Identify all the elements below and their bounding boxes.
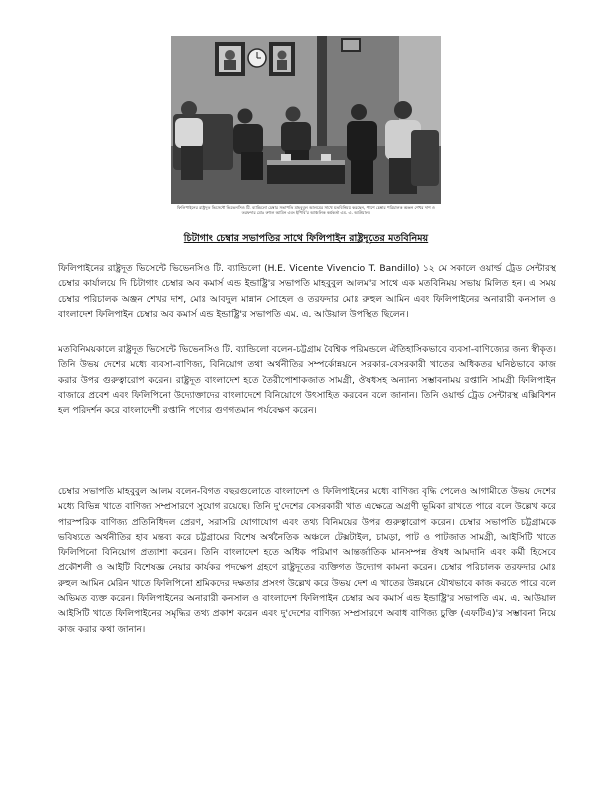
article-headline: চিটাগাং চেম্বার সভাপতির সাথে ফিলিপাইন রাষ্ট্রদূতের মতবিনিময় bbox=[183, 233, 429, 244]
meeting-photo bbox=[171, 36, 441, 204]
meeting-photo-image bbox=[171, 36, 441, 204]
article-paragraph-3: চেম্বার সভাপতি মাহবুবুল আলম বলেন-বিগত বছরগুলোতে বাংলাদেশ ও ফিলিপাইনের মধ্যে বাণিজ্য বৃদ্ধি পেলেও আগামীতে উভয় দেশের মধ্যে বিভিন্ন খাতে বাণিজ্য সম্প্রসারণে সুযোগ রয়েছে। তিনি দু'দেশের বেসরকারী খাত এক্ষেত্রে অগ্রণী ভূমিকা রাখতে পারে বলে উল্লেখ করে পারস্পরিক বাণিজ্য প্রতিনিধিদল প্রেরণ, সরাসরি যোগাযোগ এবং তথ্য বিনিময়ের উপর গুরুত্বারোপ করেন। চেম্বার সভাপতি চট্টগ্রামকে ভবিষ্যতে অর্থনীতির হাব মন্তব্য করে চট্টগ্রামের বিশেষ অর্থনৈতিক অঞ্চলে টেক্সটাইল, চামড়া, পাট ও পাটজাত সামগ্রী, আইসিটি খাতে ফিলিপিনো বিনিয়োগ প্রত্যাশা করেন। তিনি বাংলাদেশ হতে অধিক পরিমাণ আন্তর্জাতিক মানসম্পন্ন ঔষধ আমদানি এবং কর্মী হিসেবে প্রকৌশলী ও আইটি বিশেষজ্ঞ নেয়ার কার্যকর পদক্ষেপ গ্রহণে রাষ্ট্রদূতের ব্যক্তিগত উদ্যোগ কামনা করেন। চেম্বার পরিচালক তরফদার মোঃ রুহুল আমিন মেরিন খাতে ফিলিপিনো শ্রমিকদের দক্ষতার প্রসংগ উল্লেখ করে উভয় দেশ এ খাতের উন্নয়নে যৌথভাবে কাজ করতে পারে বলে অভিমত ব্যক্ত করেন। ফিলিপাইনের অনারারী কনসাল ও বাংলাদেশ ফিলিপাইন চেম্বার অব কমার্স এন্ড ইন্ডাষ্ট্রি'র সভাপতি এম. এ. আউয়াল আইসিটি খাতে ফিলিপাইনের সমৃদ্ধির তথ্য প্রকাশ করেন এবং দু'দেশের বাণিজ্য সম্প্রসারণে অবাধ বাণিজ্য চুক্তি (এফটিএ)'র সম্ভাবনা নিয়ে কাজ করার কথা জানান। bbox=[58, 487, 556, 635]
article-paragraph-2: মতবিনিময়কালে রাষ্ট্রদূত ভিসেন্টে ভিভেনসিও টি. ব্যান্ডিলো বলেন-চট্টগ্রাম বৈশ্বিক পরিমন্ডলে ঐতিহাসিকভাবে ব্যবসা-বাণিজ্যের জন্য স্বীকৃত। তিনি উভয় দেশের মধ্যে ব্যবসা-বাণিজ্য, বিনিয়োগ তথা অর্থনীতির সম্পর্কোন্নয়নে সরকার-বেসরকারী খাতের অধিকতর ঘনিষ্ঠভাবে কাজ করার উপর গুরুত্বারোপ করেন। রাষ্ট্রদূত বাংলাদেশ হতে তৈরীপোশাকজাত সামগ্রী, ঔষধসহ অন্যান্য সম্ভাবনাময় রপ্তানি সামগ্রী ফিলিপাইন বাজারে প্রবেশ এবং ফিলিপিনো উদ্যোক্তাদের বাংলাদেশে বিনিয়োগে উৎসাহিত করবেন বলে জানান। তিনি ওয়ার্ল্ড ট্রেড সেন্টারস্থ এক্সিবিশন হল পরিদর্শন করে বাংলাদেশী রপ্তানি পণ্যের গুণগতমান পর্যবেক্ষণ করেন। bbox=[58, 345, 556, 417]
article-paragraph-1: ফিলিপাইনের রাষ্ট্রদূত ভিসেন্টে ভিভেনসিও টি. ব্যান্ডিলো (H.E. Vicente Vivencio T. Bandillo) ১২ মে সকালে ওয়ার্ল্ড ট্রেড সেন্টারস্থ চেম্বার কার্যালয়ে দি চিটাগাং চেম্বার অব কমার্স এন্ড ইন্ডাষ্ট্রি'র সভাপতি মাহবুবুল আলম'র সাথে এক মতবিনিময় সভায় মিলিত হন। এ সময় চেম্বার পরিচালক অঞ্জন শেখর দাশ, মোঃ আবদুল মান্নান সোহেল ও তরফদার মোঃ রুহুল আমিন এবং ফিলিপাইনের অনারারী কনসাল ও বাংলাদেশ ফিলিপাইন চেম্বার অব কমার্স এন্ড ইন্ডাষ্ট্রি'র সভাপতি এম. এ. আউয়াল উপস্থিত ছিলেন। bbox=[58, 264, 556, 320]
photo-caption: ফিলিপাইনের রাষ্ট্রদূত ভিসেন্টে ভিভেনসিও টি. ব্যান্ডিলো চেম্বার সভাপতি মাহবুবুল আলমের সাথে মতবিনিময় করছেন, পাশে চেম্বার পরিচালক অঞ্জন শেখর দাশ ও তরফদার মোঃ রুহুল আমিন এবং ইপিবি'র আঞ্চলিক কর্মকর্তা এম. এ. আউয়াল। bbox=[177, 205, 435, 216]
